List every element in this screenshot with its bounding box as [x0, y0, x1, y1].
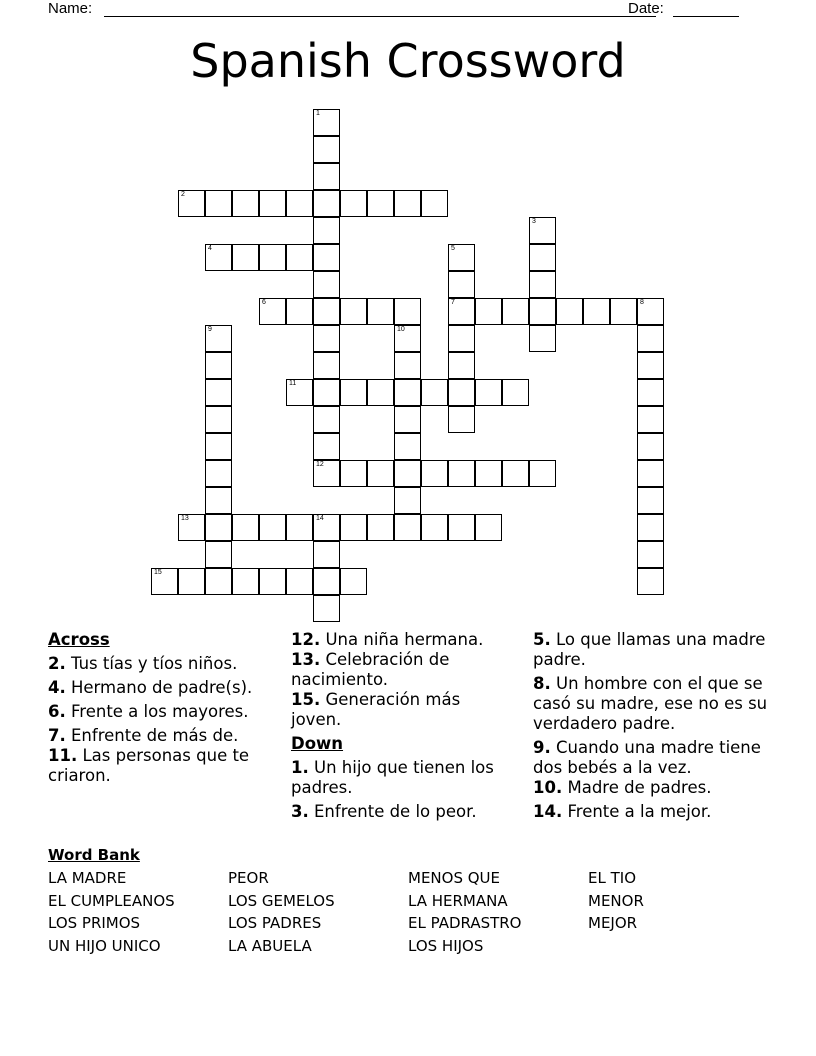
crossword-cell[interactable] [583, 298, 610, 325]
word-bank-item: EL PADRASTRO [408, 914, 522, 932]
cell-number: 5 [451, 245, 455, 252]
crossword-cell[interactable] [259, 190, 286, 217]
crossword-cell[interactable] [394, 352, 421, 379]
crossword-cell[interactable] [313, 352, 340, 379]
crossword-cell[interactable] [475, 514, 502, 541]
crossword-cell[interactable] [556, 298, 583, 325]
crossword-cell[interactable] [340, 514, 367, 541]
crossword-cell[interactable] [637, 298, 664, 325]
cell-number: 12 [316, 461, 324, 468]
crossword-cell[interactable] [232, 190, 259, 217]
crossword-cell[interactable] [205, 460, 232, 487]
crossword-cell[interactable] [205, 433, 232, 460]
word-bank-title: Word Bank [48, 846, 140, 864]
crossword-cell[interactable] [448, 514, 475, 541]
crossword-cell[interactable] [448, 379, 475, 406]
crossword-cell[interactable] [475, 379, 502, 406]
cell-number: 7 [451, 299, 455, 306]
crossword-cell[interactable] [367, 379, 394, 406]
crossword-cell[interactable] [637, 352, 664, 379]
crossword-cell[interactable] [205, 190, 232, 217]
crossword-cell[interactable] [313, 136, 340, 163]
crossword-cell[interactable] [394, 433, 421, 460]
crossword-cell[interactable] [448, 325, 475, 352]
crossword-cell[interactable] [394, 379, 421, 406]
cell-number: 14 [316, 515, 324, 522]
word-bank-item: EL TIO [588, 869, 636, 887]
crossword-cell[interactable] [205, 541, 232, 568]
crossword-cell[interactable] [367, 298, 394, 325]
date-label: Date: [628, 0, 664, 17]
crossword-cell[interactable] [529, 271, 556, 298]
crossword-cell[interactable] [394, 298, 421, 325]
crossword-cell[interactable] [313, 244, 340, 271]
crossword-cell[interactable] [637, 379, 664, 406]
clue-down-1: 1. Un hijo que tienen los padres. [291, 758, 494, 797]
crossword-cell[interactable] [367, 514, 394, 541]
clue-across-2: 2. Tus tías y tíos niños. [48, 654, 238, 673]
crossword-cell[interactable] [205, 325, 232, 352]
crossword-cell[interactable] [232, 568, 259, 595]
crossword-cell[interactable] [286, 379, 313, 406]
crossword-cell[interactable] [205, 568, 232, 595]
clue-across-15: 15. Generación más joven. [291, 690, 461, 729]
crossword-cell[interactable] [313, 190, 340, 217]
cell-number: 10 [397, 326, 405, 333]
clue-across-12: 12. Una niña hermana. [291, 630, 484, 649]
crossword-cell[interactable] [259, 244, 286, 271]
word-bank-item: EL CUMPLEANOS [48, 892, 175, 910]
clue-column-1 [48, 630, 280, 790]
cell-number: 3 [532, 218, 536, 225]
crossword-cell[interactable] [367, 190, 394, 217]
crossword-cell[interactable] [340, 568, 367, 595]
crossword-cell[interactable] [502, 379, 529, 406]
cell-number: 1 [316, 110, 320, 117]
crossword-cell[interactable] [394, 460, 421, 487]
crossword-cell[interactable] [421, 379, 448, 406]
crossword-cell[interactable] [502, 460, 529, 487]
crossword-cell[interactable] [340, 190, 367, 217]
crossword-cell[interactable] [637, 568, 664, 595]
crossword-cell[interactable] [151, 568, 178, 595]
crossword-cell[interactable] [259, 514, 286, 541]
crossword-cell[interactable] [529, 460, 556, 487]
crossword-cell[interactable] [637, 406, 664, 433]
crossword-cell[interactable] [475, 298, 502, 325]
clue-down-3: 3. Enfrente de lo peor. [291, 802, 477, 821]
crossword-cell[interactable] [448, 352, 475, 379]
crossword-cell[interactable] [286, 244, 313, 271]
crossword-cell[interactable] [313, 217, 340, 244]
name-label: Name: [48, 0, 93, 17]
crossword-cell[interactable] [178, 190, 205, 217]
crossword-cell[interactable] [340, 298, 367, 325]
crossword-cell[interactable] [421, 514, 448, 541]
crossword-cell[interactable] [313, 379, 340, 406]
crossword-cell[interactable] [367, 460, 394, 487]
cell-number: 8 [640, 299, 644, 306]
crossword-cell[interactable] [286, 190, 313, 217]
crossword-cell[interactable] [394, 514, 421, 541]
clue-down-8: 8. Un hombre con el que se casó su madre, ese no es su verdadero padre. [533, 674, 768, 733]
cell-number: 11 [289, 380, 297, 387]
word-bank-item: LOS PRIMOS [48, 914, 141, 932]
crossword-cell[interactable] [313, 514, 340, 541]
clue-column-3 [533, 630, 773, 826]
crossword-cell[interactable] [394, 190, 421, 217]
crossword-cell[interactable] [286, 568, 313, 595]
crossword-cell[interactable] [286, 298, 313, 325]
crossword-cell[interactable] [178, 514, 205, 541]
crossword-cell[interactable] [313, 298, 340, 325]
cell-number: 9 [208, 326, 212, 333]
word-bank-item: LA MADRE [48, 869, 127, 887]
word-bank-item: MENOR [588, 892, 644, 910]
clue-column-2 [291, 630, 509, 826]
crossword-cell[interactable] [205, 406, 232, 433]
clue-across-4: 4. Hermano de padre(s). [48, 678, 253, 697]
crossword-cell[interactable] [232, 244, 259, 271]
crossword-cell[interactable] [394, 406, 421, 433]
crossword-cell[interactable] [205, 352, 232, 379]
crossword-cell[interactable] [205, 379, 232, 406]
cell-number: 4 [208, 245, 212, 252]
word-bank-item: LA HERMANA [408, 892, 508, 910]
word-bank-item: MENOS QUE [408, 869, 500, 887]
word-bank-item: MEJOR [588, 914, 638, 932]
crossword-cell[interactable] [637, 487, 664, 514]
cell-number: 15 [154, 569, 162, 576]
crossword-cell[interactable] [529, 298, 556, 325]
crossword-cell[interactable] [313, 541, 340, 568]
crossword-cell[interactable] [448, 406, 475, 433]
cell-number: 13 [181, 515, 189, 522]
crossword-cell[interactable] [313, 109, 340, 136]
crossword-cell[interactable] [205, 244, 232, 271]
crossword-cell[interactable] [448, 460, 475, 487]
clue-across-13: 13. Celebración de nacimiento. [291, 650, 450, 689]
clue-down-5: 5. Lo que llamas una madre padre. [533, 630, 766, 669]
crossword-cell[interactable] [421, 190, 448, 217]
crossword-cell[interactable] [502, 298, 529, 325]
crossword-cell[interactable] [637, 460, 664, 487]
clue-across-11: 11. Las personas que te criaron. [48, 746, 250, 785]
word-bank-item: LOS GEMELOS [228, 892, 335, 910]
crossword-cell[interactable] [610, 298, 637, 325]
crossword-cell[interactable] [313, 271, 340, 298]
crossword-cell[interactable] [313, 433, 340, 460]
crossword-cell[interactable] [259, 568, 286, 595]
crossword-cell[interactable] [313, 595, 340, 622]
crossword-cell[interactable] [421, 460, 448, 487]
crossword-cell[interactable] [205, 514, 232, 541]
clue-down-10: 10. Madre de padres. [533, 778, 712, 797]
word-bank-item: PEOR [228, 869, 269, 887]
page-title: Spanish Crossword [190, 34, 626, 88]
across-heading: Across [48, 630, 110, 649]
crossword-cell[interactable] [448, 271, 475, 298]
word-bank-item: LOS PADRES [228, 914, 322, 932]
crossword-cell[interactable] [448, 298, 475, 325]
crossword-cell[interactable] [637, 325, 664, 352]
word-bank-item: UN HIJO UNICO [48, 937, 161, 955]
crossword-cell[interactable] [529, 244, 556, 271]
crossword-cell[interactable] [529, 217, 556, 244]
crossword-cell[interactable] [394, 325, 421, 352]
crossword-cell[interactable] [637, 514, 664, 541]
clue-across-7: 7. Enfrente de más de. [48, 726, 239, 745]
crossword-cell[interactable] [232, 514, 259, 541]
crossword-cell[interactable] [637, 541, 664, 568]
word-bank-item: LOS HIJOS [408, 937, 484, 955]
word-bank-item: LA ABUELA [228, 937, 312, 955]
crossword-cell[interactable] [313, 568, 340, 595]
crossword-cell[interactable] [286, 514, 313, 541]
crossword-cell[interactable] [205, 487, 232, 514]
clue-across-6: 6. Frente a los mayores. [48, 702, 249, 721]
crossword-cell[interactable] [394, 487, 421, 514]
crossword-cell[interactable] [313, 406, 340, 433]
crossword-cell[interactable] [340, 460, 367, 487]
crossword-cell[interactable] [313, 460, 340, 487]
crossword-cell[interactable] [313, 163, 340, 190]
cell-number: 6 [262, 299, 266, 306]
cell-number: 2 [181, 191, 185, 198]
crossword-cell[interactable] [340, 379, 367, 406]
crossword-cell[interactable] [529, 325, 556, 352]
crossword-cell[interactable] [313, 325, 340, 352]
crossword-cell[interactable] [259, 298, 286, 325]
crossword-cell[interactable] [448, 244, 475, 271]
down-heading: Down [291, 734, 344, 753]
clue-down-9: 9. Cuando una madre tiene dos bebés a la vez. [533, 738, 761, 777]
crossword-cell[interactable] [475, 460, 502, 487]
crossword-cell[interactable] [637, 433, 664, 460]
crossword-cell[interactable] [178, 568, 205, 595]
clue-down-14: 14. Frente a la mejor. [533, 802, 712, 821]
